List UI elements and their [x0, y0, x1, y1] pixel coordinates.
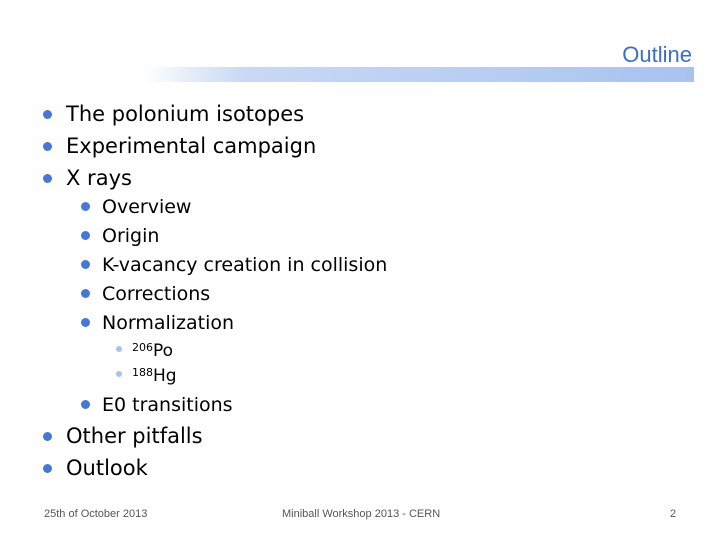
- bullet-dot-icon: [43, 142, 52, 151]
- sub-bullet-origin: [81, 225, 159, 247]
- sub-bullet-overview: [81, 196, 191, 218]
- bullet-experimental-campaign: [43, 134, 316, 158]
- element-symbol: Po: [153, 341, 174, 361]
- bullet-dot-icon: [81, 400, 90, 409]
- bullet-dot-icon: [81, 260, 90, 269]
- sub-bullet-k-vacancy: [81, 254, 387, 276]
- bullet-text: K-vacancy creation in collision: [102, 254, 388, 276]
- bullet-polonium-isotopes: [43, 102, 304, 126]
- sub-bullet-e0-transitions: [81, 394, 233, 416]
- bullet-dot-icon: [43, 110, 52, 119]
- bullet-dot-icon: [116, 346, 122, 352]
- bullet-text: Other pitfalls: [66, 424, 203, 448]
- mass-number: 188: [132, 366, 153, 379]
- sub-sub-bullet-po206: [116, 341, 173, 361]
- slide-title: Outline: [622, 42, 692, 67]
- bullet-dot-icon: [43, 174, 52, 183]
- bullet-text: Corrections: [102, 283, 211, 305]
- title-underline-bar: [143, 67, 694, 82]
- bullet-other-pitfalls: [43, 424, 203, 448]
- bullet-dot-icon: [81, 289, 90, 298]
- bullet-text: Overview: [102, 196, 192, 218]
- bullet-dot-icon: [43, 432, 52, 441]
- bullet-outlook: [43, 456, 148, 480]
- bullet-x-rays: [43, 166, 132, 190]
- bullet-text: X rays: [66, 166, 132, 190]
- bullet-text: Outlook: [66, 456, 148, 480]
- bullet-text: Experimental campaign: [66, 134, 317, 158]
- sub-bullet-corrections: [81, 283, 210, 305]
- footer-event: Miniball Workshop 2013 - CERN: [282, 508, 441, 520]
- footer-date: 25th of October 2013: [44, 508, 148, 520]
- bullet-dot-icon: [81, 202, 90, 211]
- bullet-dot-icon: [81, 231, 90, 240]
- bullet-dot-icon: [81, 318, 90, 327]
- bullet-text: E0 transitions: [102, 394, 233, 416]
- bullet-dot-icon: [116, 371, 122, 377]
- bullet-text: The polonium isotopes: [66, 102, 305, 126]
- bullet-text: Normalization: [102, 312, 235, 334]
- element-symbol: Hg: [153, 366, 177, 386]
- bullet-text: Origin: [102, 225, 160, 247]
- footer-page-number: 2: [670, 508, 677, 520]
- bullet-dot-icon: [43, 464, 52, 473]
- mass-number: 206: [132, 341, 153, 354]
- sub-bullet-normalization: [81, 312, 234, 334]
- sub-sub-bullet-hg188: [116, 366, 177, 386]
